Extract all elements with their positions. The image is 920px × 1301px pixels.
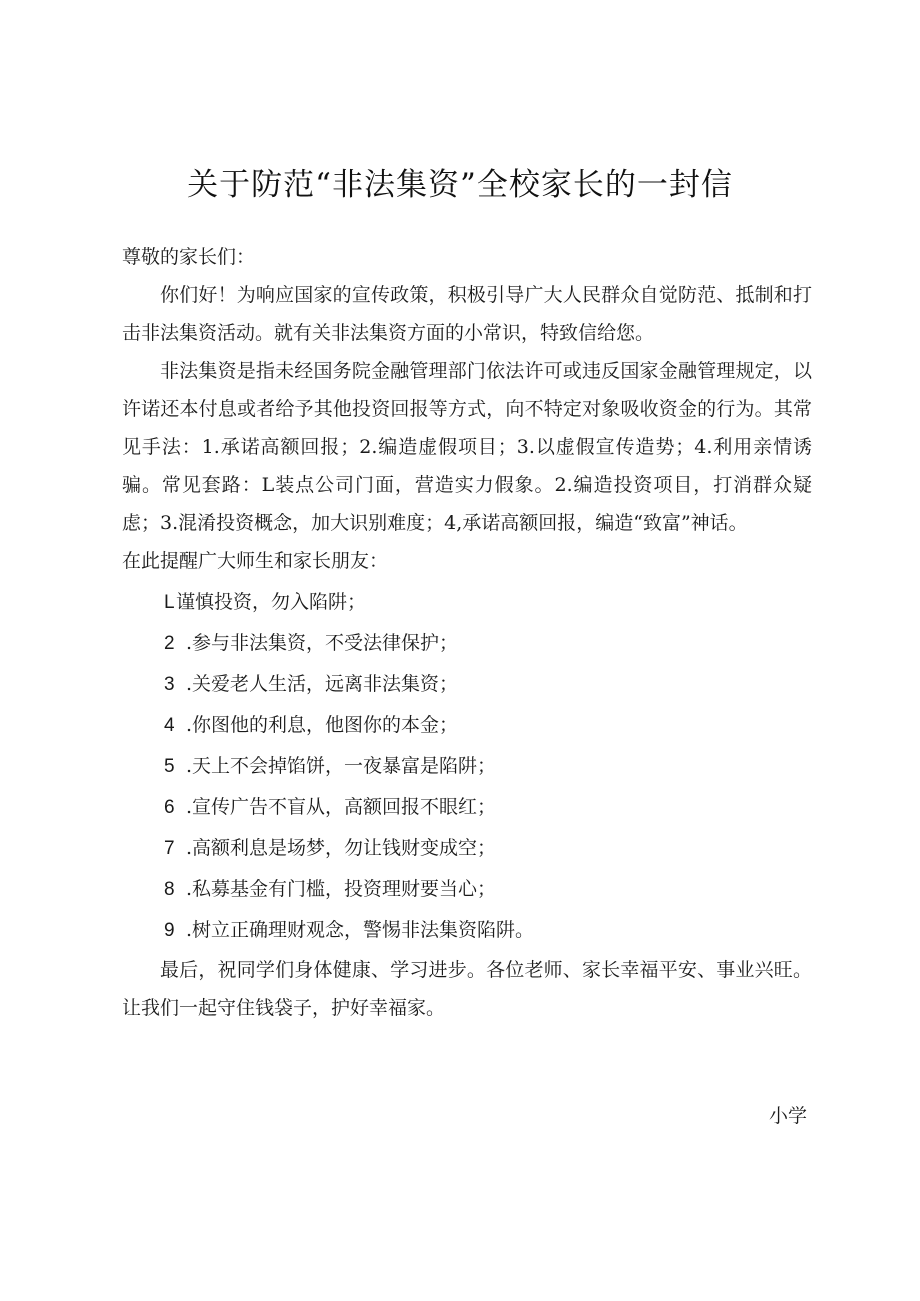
reminder-number: 2: [164, 633, 175, 654]
reminder-item: [164, 910, 812, 951]
reminder-text: .宣传广告不盲从，高额回报不眼红；: [186, 796, 497, 818]
salutation: 尊敬的家长们：: [122, 246, 256, 268]
reminder-list: [122, 582, 812, 951]
reminder-text: .私募基金有门槛，投资理财要当心；: [186, 878, 497, 900]
reminder-text: .你图他的利息，他图你的本金；: [186, 714, 459, 736]
reminder-item: [164, 869, 812, 910]
reminder-item: [164, 828, 812, 869]
reminder-number: 9: [164, 920, 175, 941]
reminder-number: 6: [164, 797, 175, 818]
reminder-item: [164, 705, 812, 746]
reminder-item: [164, 746, 812, 787]
paragraph-greeting: 你们好！为响应国家的宣传政策，积极引导广大人民群众自觉防范、抵制和打击非法集资活动。就有关非法集资方面的小常识，特致信给您。: [122, 284, 812, 344]
closing-paragraph: 最后，祝同学们身体健康、学习进步。各位老师、家长幸福平安、事业兴旺。让我们一起守住钱袋子，护好幸福家。: [122, 959, 812, 1019]
reminder-text: .高额利息是场梦，勿让钱财变成空；: [186, 837, 497, 859]
reminder-item: [164, 664, 812, 705]
reminder-number: L: [164, 592, 175, 613]
signature: 小学: [768, 1105, 807, 1127]
reminder-item: [164, 623, 812, 664]
reminder-item: [164, 582, 812, 623]
reminder-text: 谨慎投资，勿入陷阱；: [176, 591, 367, 613]
reminder-item: [164, 787, 812, 828]
letter-body: [122, 238, 812, 1027]
reminder-number: 3: [164, 674, 175, 695]
reminder-number: 5: [164, 756, 175, 777]
reminder-text: .关爱老人生活，远离非法集资；: [186, 673, 459, 695]
reminder-text: .树立正确理财观念，警惕非法集资陷阱。: [186, 919, 535, 941]
reminder-number: 7: [164, 838, 175, 859]
reminder-intro: 在此提醒广大师生和家长朋友：: [122, 550, 389, 572]
reminder-number: 4: [164, 715, 175, 736]
paragraph-definition: 非法集资是指未经国务院金融管理部门依法许可或违反国家金融管理规定，以许诺还本付息或者给予其他投资回报等方式，向不特定对象吸收资金的行为。其常见手法：1.承诺高额回报；2.编造虚假项目；3.以虚假宣传造势；4.利用亲情诱骗。常见套路：L装点公司门面，营造实力假象。2.编造投资项目，打消群众疑虑；3.混淆投资概念，加大识别难度；4,承诺高额回报，编造“致富”神话。: [122, 360, 812, 534]
reminder-text: .天上不会掉馅饼，一夜暴富是陷阱；: [186, 755, 497, 777]
letter-title: 关于防范“非法集资”全校家长的一封信: [187, 167, 733, 203]
reminder-text: .参与非法集资，不受法律保护；: [186, 632, 459, 654]
reminder-number: 8: [164, 879, 175, 900]
